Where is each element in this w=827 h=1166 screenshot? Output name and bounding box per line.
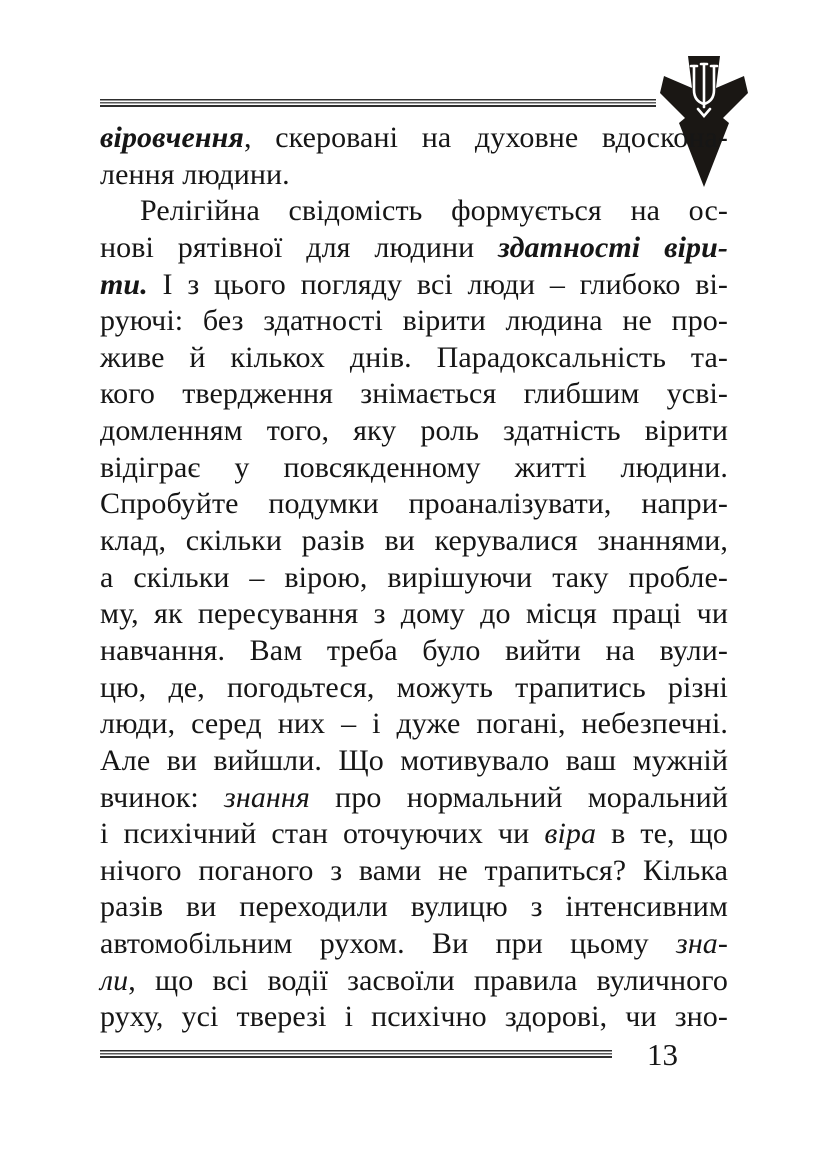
text-segment: , що всі водії засвоїли правила вуличного [128,963,728,997]
text-segment: живе й кількох днів. Парадоксальність та- [100,340,728,374]
text-line [100,999,728,1036]
text-segment: Релігійна свідомість формується на ос- [140,194,728,228]
text-line [100,523,728,560]
text-line [100,853,728,890]
text-segment: Спробуйте подумки проаналізувати, напри- [100,487,728,521]
text-line [100,267,728,304]
text-segment: І з цього погляду всі люди – глибоко ві- [147,267,728,301]
emphasized-text-segment: знання [224,780,310,814]
text-line [100,780,728,817]
emphasized-text-segment: ти. [100,267,148,301]
emphasized-text-segment: зна- [676,927,728,961]
text-segment: руху, усі тверезі і психічно здорові, чи зно- [100,1000,728,1034]
text-line [100,413,728,450]
text-segment: цю, де, погодьтеся, можуть трапитись різні [100,670,728,704]
text-line [100,193,728,230]
text-segment: люди, серед них – і дуже погані, небезпечні. [100,707,728,741]
text-segment: руючі: без здатності вірити людина не про- [100,304,728,338]
text-segment: в те, що [596,817,728,851]
text-line [100,450,728,487]
text-segment: , скеровані на духовне вдоскона- [243,121,728,154]
text-line [100,926,728,963]
text-line [100,486,728,523]
text-line [100,963,728,1000]
text-segment: відіграє у повсякденному житті людини. [100,450,728,484]
text-line [100,157,728,194]
text-line [100,816,728,853]
emphasized-text-segment: віра [544,817,597,851]
text-segment: домленням того, яку роль здатність вірити [100,414,728,448]
bottom-rule [100,1050,612,1058]
text-line [100,596,728,633]
text-segment: навчання. Вам треба було вийти на вули- [100,633,728,667]
text-line [100,303,728,340]
text-segment: і психічний стан оточуючих чи [100,817,545,851]
text-line [100,560,728,597]
text-segment: вчинок: [100,780,225,814]
text-segment: му, як пересування з дому до місця праці чи [100,597,728,631]
text-segment: клад, скільки разів ви керувалися знаннями, [100,524,728,558]
text-line [100,743,728,780]
text-segment: разів ви переходили вулицю з інтенсивним [100,890,728,924]
text-line [100,230,728,267]
top-rule [100,99,656,107]
text-line [100,633,728,670]
text-line [100,670,728,707]
text-line [100,120,728,157]
text-segment: автомобільним рухом. Ви при цьому [100,927,677,961]
text-segment: нічого поганого з вами не трапиться? Кілька [100,853,728,887]
text-line [100,706,728,743]
text-segment: нові рятівної для людини [100,230,499,264]
emphasized-text-segment: здатності віри- [498,230,728,264]
page-number: 13 [647,1037,678,1072]
emphasized-text-segment: ли [100,963,129,997]
text-segment: Але ви вийшли. Що мотивувало ваш мужній [100,743,728,777]
page-text [100,120,728,1036]
text-segment: лення людини. [100,157,290,191]
text-line [100,376,728,413]
text-line [100,340,728,377]
text-segment: кого твердження знімається глибшим усві- [100,377,728,411]
text-segment: про нормальний моральний [309,780,728,814]
text-segment: а скільки – вірою, вирішуючи таку пробле- [100,560,728,594]
text-line [100,889,728,926]
emphasized-text-segment: віровчення [100,121,244,154]
